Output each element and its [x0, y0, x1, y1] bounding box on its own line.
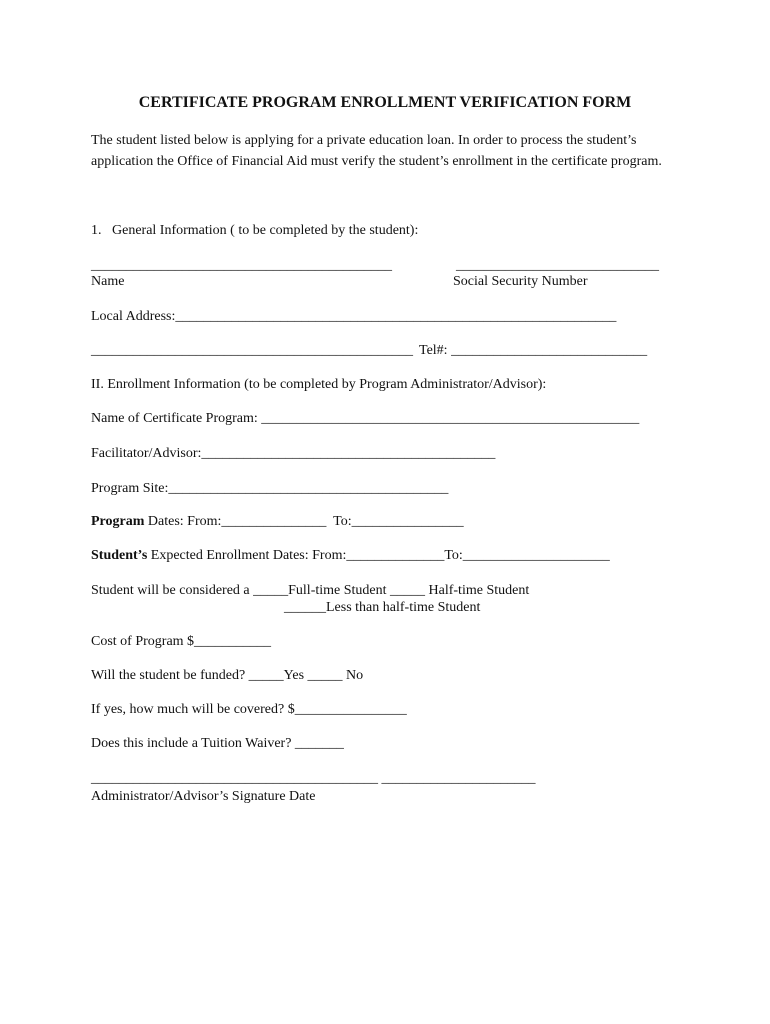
facilitator-field[interactable]: Facilitator/Advisor:__________________________________________	[91, 446, 496, 461]
enrollment-status-line2[interactable]: ______Less than half-time Student	[284, 600, 481, 615]
name-blank[interactable]: ___________________________________________	[91, 258, 392, 273]
address-line-2[interactable]: ______________________________________________	[91, 343, 413, 358]
signature-line[interactable]: _________________________________________ ______________________	[91, 771, 536, 786]
section1-heading: 1. General Information ( to be completed by the student):	[91, 223, 419, 238]
tuition-waiver-field[interactable]: Does this include a Tuition Waiver? _______	[91, 736, 344, 751]
ssn-label: Social Security Number	[453, 274, 588, 289]
program-dates-bold: Program	[91, 514, 145, 529]
intro-paragraph: The student listed below is applying for a private education loan. In order to process the student’s application the Office of Financial Aid must verify the student’s enrollment in the certificate program.	[91, 133, 662, 169]
program-dates-field[interactable]	[91, 513, 464, 531]
student-dates-bold: Student’s	[91, 548, 148, 563]
ssn-blank[interactable]: _____________________________	[456, 258, 659, 273]
signature-label: Administrator/Advisor’s Signature Date	[91, 789, 316, 804]
section2-heading: II. Enrollment Information (to be completed by Program Administrator/Advisor):	[91, 377, 547, 392]
tel-field[interactable]: Tel#: ____________________________	[419, 343, 648, 358]
enrollment-status-line1[interactable]: Student will be considered a _____Full-time Student _____ Half-time Student	[91, 583, 530, 598]
local-address-field[interactable]: Local Address:_______________________________________________________________	[91, 309, 617, 324]
program-name-field[interactable]: Name of Certificate Program: ______________________________________________________	[91, 411, 640, 426]
form-title: CERTIFICATE PROGRAM ENROLLMENT VERIFICATION FORM	[138, 94, 632, 111]
student-dates-text: Expected Enrollment Dates: From:______________To:_____________________	[147, 548, 610, 563]
program-dates-text: Dates: From:_______________ To:________________	[144, 514, 464, 529]
program-site-field[interactable]: Program Site:________________________________________	[91, 481, 449, 496]
name-label: Name	[91, 274, 125, 289]
covered-field[interactable]: If yes, how much will be covered? $________________	[91, 702, 407, 717]
cost-field[interactable]: Cost of Program $___________	[91, 634, 272, 649]
student-dates-field[interactable]	[91, 547, 610, 565]
funded-field[interactable]: Will the student be funded? _____Yes _____ No	[91, 668, 364, 683]
